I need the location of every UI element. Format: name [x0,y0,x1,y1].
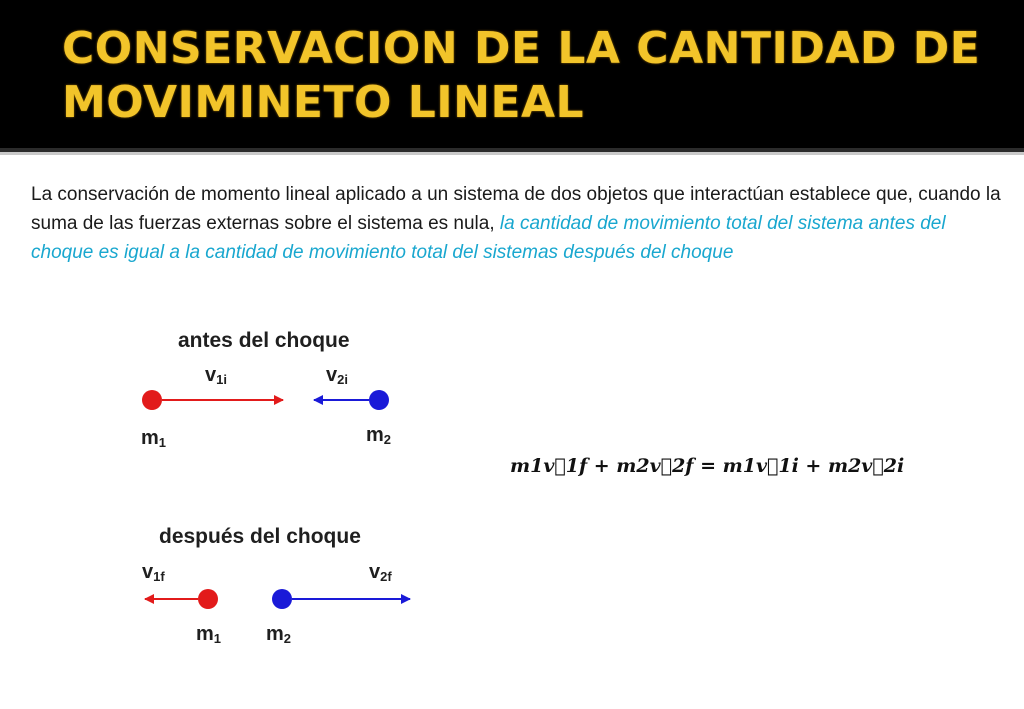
before-v1-label: v1i [205,364,227,387]
before-m2-label: m2 [366,424,392,447]
before-m1-label: m1 [141,427,167,450]
before-mass1-ball [142,390,162,410]
title-line-1: CONSERVACION DE LA CANTIDAD DE [62,23,981,74]
after-v1-label: v1f [142,561,165,584]
before-collision-panel [141,329,391,450]
before-title: antes del choque [178,329,350,352]
after-v2-label: v2f [369,561,392,584]
after-m1-label: m1 [196,623,222,646]
after-collision-panel [142,525,410,646]
before-mass2-ball [369,390,389,410]
paragraph-highlight: la cantidad de movimiento total del sistema antes del choque es igual a la cantidad de movimiento total del sistemas después del choque [31,213,946,263]
momentum-equation: m1v⃗1f + m2v⃗2f = m1v⃗1i + m2v⃗2i [510,455,905,477]
after-title: después del choque [159,525,361,548]
after-m2-label: m2 [266,623,292,646]
paragraph-plain: La conservación de momento lineal aplicado a un sistema de dos objetos que interactúan establece que, cuando la suma de las fuerzas externas sobre el sistema es nula, [31,184,1001,234]
before-v2-label: v2i [326,364,348,387]
after-mass1-ball [198,589,218,609]
title-line-2: MOVIMINETO LINEAL [62,77,585,128]
after-mass2-ball [272,589,292,609]
